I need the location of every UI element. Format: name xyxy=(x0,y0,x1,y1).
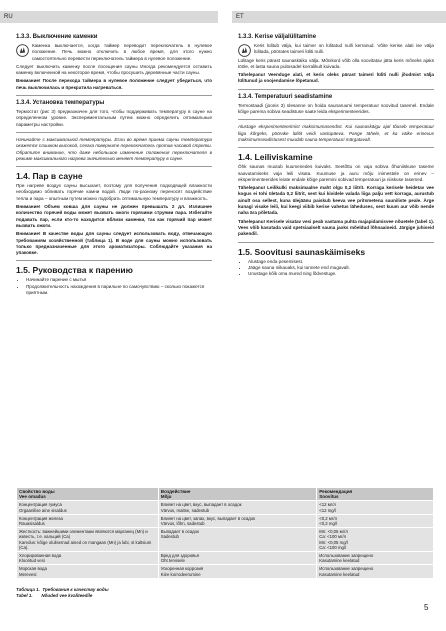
paragraph: Termostaadi (joonis 3) ülesanne on hoida saunaruumi temperatuur soovitud tasemel. Endale kõige parema sobiva seadistuse saate leida eksperimenteerides. xyxy=(238,102,434,115)
warning-paragraph: Внимание! После перехода таймера в нулевое положение следует убедиться, что печь выключилась и прекратила нагреваться. xyxy=(16,78,212,90)
table-cell: Ускоренная коррозия Kiire korrodeerumine xyxy=(158,565,316,578)
table-cell: Использование запрещено Kasutamine keelatud xyxy=(317,565,434,578)
divider xyxy=(238,242,434,243)
section-heading: 1.4. Пар в сауне xyxy=(16,171,83,182)
table-row xyxy=(17,552,434,565)
table-header-row xyxy=(17,488,434,501)
table-cell: Выпадает в осадок Sadestub xyxy=(158,528,316,552)
hand-warning-icon xyxy=(238,44,251,57)
paragraph: Õhk saunas muutub kuumenedes kuivaks. Seetõttu on vaja sobiva õhuniiskuse taseme saavutamiseks vaja leili visata. Kuumuse ja auru mõju inimestele on erinev – eksperimenteerides leiate endale kõige paremini sobivad temperatuuri ja niiskuse tasemed. xyxy=(238,164,434,182)
water-quality-table xyxy=(16,487,434,579)
italic-paragraph: Alustage eksperimenteerimist maksimumasendist. Kui saunaskäigu ajal tõuseb temperatuur liiga kõrgeks, pöörake lülitit veidi vastupäeva. Pange tähele, et ka väike erinevus maksimumseadistusest muudab sauna temperatuuri märgatavalt. xyxy=(238,124,434,142)
section-heading: 1.4. Leiliviskamine xyxy=(238,152,313,163)
section-heading: 1.3.3. Выключение каменки xyxy=(16,34,98,40)
divider xyxy=(16,260,212,261)
table-header-effect: Воздействие Mõju xyxy=(158,488,316,501)
bullet-list xyxy=(238,259,434,278)
italic-paragraph: Начинайте с максимальной температуры. Если во время приема сауны температура окажется слишком высокой, слегка поверните переключатель против часовой стрелки. Обратите внимание, что даже небольшое изменение положения переключателя в режиме максимального нагрева значительно меняет температуру в сауне. xyxy=(16,136,212,161)
warning-paragraph: Tähelepanu! Kerisele visatav vesi peab vastama puhta majapidamisvee nõuetele (tabel 1). Vees võib kasutada vaid spetsiaalselt sauna jaoks mõeldud lõhnaaineid. Järgige juhiseid pakendil. xyxy=(238,218,434,237)
table-cell: Жесткость: важнейшими элементами являются марганец (Mn) и известь, т.е. кальций (Ca) Karedus: kõige olulisemad ained on mangaan (Mn) ja lubi, st kaltsium (Ca). xyxy=(17,528,159,552)
warning-paragraph: Внимание! В качестве воды для сауны следует использовать воду, отвечающую требованиям хозяйственной (таблица 1). В воде для сауны можно использовать только предназначенные для этого ароматизаторы. Соблюдайте указания на упаковке. xyxy=(16,231,212,256)
table-cell: Влияет на цвет, вкус, выпадает в осадок Värvus, maitse, sadestub xyxy=(158,501,316,514)
table-cell: Концентрация гумуса Orgaanilise aine sisaldus xyxy=(17,501,159,514)
table-cell: Mn: <0,05 мг/л Ca: <100 мг/л Mn: <0,05 mg/l Ca: <100 mg/l xyxy=(317,528,434,552)
list-item: • Jääge sauna niikauaks, kui tunnete end mugavalt. xyxy=(248,265,434,271)
table-cell: Использование запрещено Kasutamine keelatud xyxy=(317,552,434,565)
list-item: • Alustage enda pesemisest. xyxy=(248,259,434,265)
divider xyxy=(16,166,212,167)
warning-paragraph: Tähelepanu! Veenduge alati, et keris oleks pärast taimeri lüliti nulli jõudmist välja lülitunud ja soojendamise lõpetanud. xyxy=(238,72,434,84)
list-item: • Продолжительность нахождения в парильне по самочувствию – сколько покажется приятным. xyxy=(26,284,212,297)
section-heading: 1.3.4. Установка температуры xyxy=(16,100,105,107)
table-row xyxy=(17,514,434,527)
table-header-property: Свойство воды Vee omadus xyxy=(17,488,159,501)
section-heading: 1.3.4. Temperatuuri seadistamine xyxy=(238,93,333,100)
section-heading: 1.5. Soovitusi saunaskäimiseks xyxy=(238,246,366,257)
warning-paragraph: Внимание! Объем ковша для сауны не должен превышать 2 дл. Излишнее количество горячей воды может вызвать ожоги горячими струями пара. Избегайте подавать пар, если кто-то находится вблизи каменки, так как горячий пар может вызвать ожоги. xyxy=(16,204,212,228)
table-cell: Хлорированная вода Klooritud vesi xyxy=(17,552,159,565)
divider xyxy=(238,147,434,148)
language-tab-et: ET xyxy=(232,11,446,23)
table-cell: <0,2 мг/л <0,2 mg/l xyxy=(317,514,434,527)
divider xyxy=(16,132,212,133)
divider xyxy=(238,119,434,120)
table-cell: <12 мг/л <12 mg/l xyxy=(317,501,434,514)
section-heading: 1.5. Руководства к парению xyxy=(16,265,133,276)
estonian-column xyxy=(238,34,434,277)
warning-paragraph: Tähelepanu! Leilikulki maksimaalne maht olgu 0,2 liitrit. Korraga kerisele heidetav vee kogus ei tohi ületada 0,2 liitrit, sest kui kividele valada liiga palju vett korraga, aurustub ainult osa sellest, kuna ülejäänu paiskub keeva vee pritsmetena sauniliste peale. Ärge kunagi visake leili, kui keegi viibib kerise vahetus läheduses, sest kuum aur võib nende naha ära põletada. xyxy=(238,185,434,216)
language-tab-ru: RU xyxy=(0,11,218,23)
paragraph: Keris lülitub välja, kui taimer on lülitatud nulli kerranud. Võite kerise alati ise välja lülitada, pöörates taimeri lüliti nulli. xyxy=(238,43,434,56)
russian-column xyxy=(16,34,212,296)
hand-warning-icon xyxy=(16,44,29,57)
table-row xyxy=(17,565,434,578)
paragraph: Следует выключить каменку после посещения сауны Иногда рекомендуется оставить каменку включенной на некоторое время, чтобы просушить деревянные части сауны. xyxy=(16,63,212,76)
table-row xyxy=(17,501,434,514)
table-cell: Морская вода Merevesi xyxy=(17,565,159,578)
table-caption: Таблица 1. Требования к качеству воды Tabel 1. Nõuded vee kvaliteedile xyxy=(16,587,109,598)
table-row xyxy=(17,528,434,552)
bullet-list xyxy=(16,277,212,296)
page-number: 5 xyxy=(424,603,429,612)
paragraph: Каменка выключается, когда таймер переводит переключатель в нулевое положение. Печь можно отключить в любое время, для этого нужно самостоятельно перевести переключатель таймера в нулевое положение. xyxy=(16,43,212,62)
paragraph: Lülitage keris pärast saunaskäiku välja. Mõnikord võib olla soovitatav jätta keris mõneks ajaks tööle, et lasta sauna puitosadel korralikult kuivada. xyxy=(238,57,434,69)
divider xyxy=(16,95,212,96)
list-item: • Начинайте парение с мытья xyxy=(26,277,212,283)
table-cell: Концентрация железа Rauasisaldus xyxy=(17,514,159,527)
list-item: • Unustage kõik oma mured ning lõdvestuge. xyxy=(248,271,434,277)
table-cell: Влияет на цвет, запах, вкус, выпадает в осадок Värvus, lõhn, sadestub xyxy=(158,514,316,527)
divider xyxy=(238,89,434,90)
paragraph: При нагреве воздух сауны высыхает, поэтому для получения подходящей влажности необходимо обливать горячие камни водой. Люди по-разному переносят воздействие тепла и пара – опытным путем можно подобрать оптимальную температуру и влажность. xyxy=(16,183,212,201)
table-cell: Вред для здоровья Oht tervisele xyxy=(158,552,316,565)
table-header-recommendation: Рекомендация Soovitus xyxy=(317,488,434,501)
section-heading: 1.3.3. Kerise väljalülitamine xyxy=(238,34,317,40)
paragraph: Термостат (рис 3) предназначен для того, чтобы поддерживать температуру в сауне на определенном уровне. Экспериментальным путем можно определить оптимальные параметры настройки. xyxy=(16,109,212,127)
